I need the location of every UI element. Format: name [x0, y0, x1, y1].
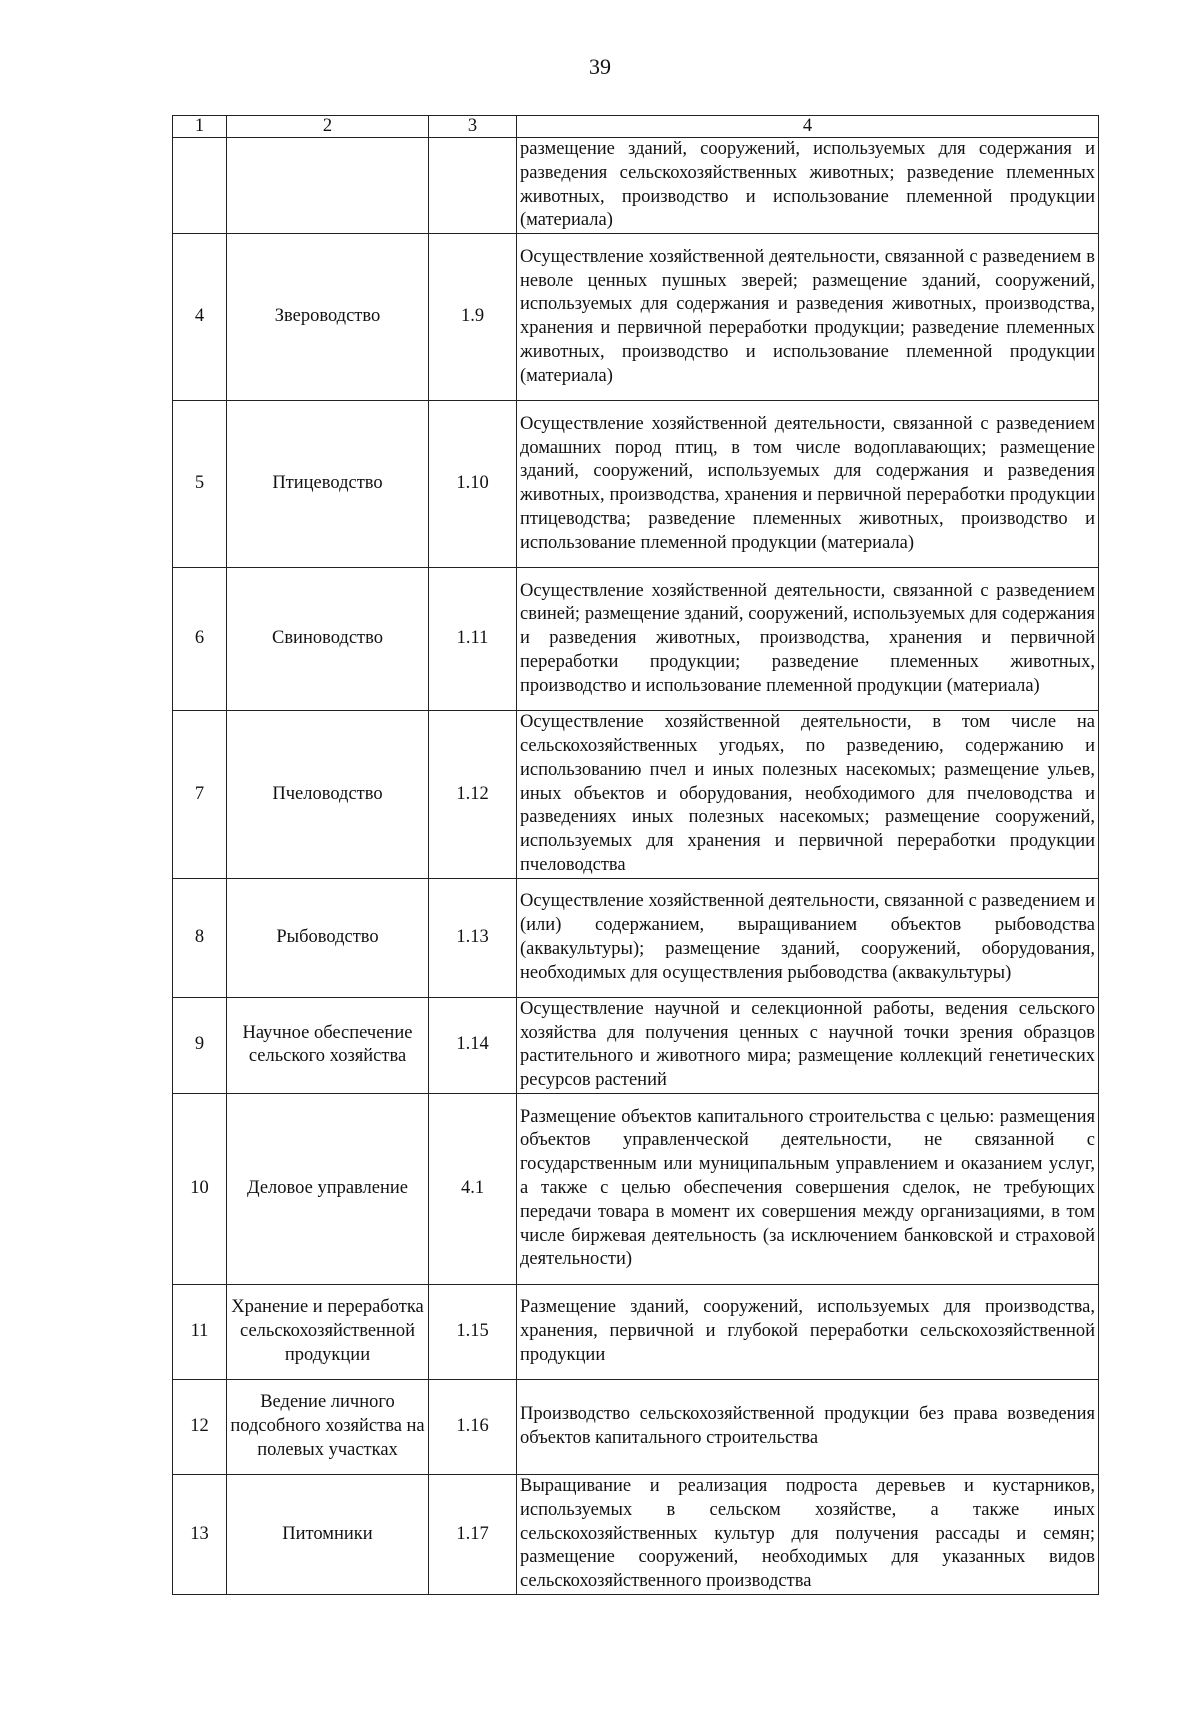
row-name: Звероводство [227, 234, 429, 401]
row-number: 8 [173, 878, 227, 997]
table-row [173, 997, 1099, 1093]
row-code: 1.15 [429, 1284, 517, 1379]
header-cell-2: 2 [227, 116, 429, 138]
row-name: Научное обеспечение сельского хозяйства [227, 997, 429, 1093]
row-description: размещение зданий, сооружений, используемых для содержания и разведения сельскохозяйственных животных; разведение племенных животных, производство и использование племенной продукции (материала) [517, 138, 1099, 234]
row-name [227, 138, 429, 234]
row-number: 10 [173, 1093, 227, 1284]
row-description: Осуществление научной и селекционной работы, ведения сельского хозяйства для получения ценных с научной точки зрения образцов растительного и животного мира; размещение коллекций генетических ресурсов растений [517, 997, 1099, 1093]
row-description: Производство сельскохозяйственной продукции без права возведения объектов капитального строительства [517, 1379, 1099, 1474]
row-code: 1.14 [429, 997, 517, 1093]
row-code: 1.12 [429, 711, 517, 879]
row-number [173, 138, 227, 234]
table-row [173, 878, 1099, 997]
row-description: Размещение зданий, сооружений, используемых для производства, хранения, первичной и глубокой переработки сельскохозяйственной продукции [517, 1284, 1099, 1379]
row-number: 5 [173, 401, 227, 568]
table-row [173, 138, 1099, 234]
row-number: 9 [173, 997, 227, 1093]
table-row [173, 711, 1099, 879]
row-name: Хранение и переработка сельскохозяйственной продукции [227, 1284, 429, 1379]
row-code: 1.10 [429, 401, 517, 568]
table-header-row [173, 116, 1099, 138]
row-name: Пчеловодство [227, 711, 429, 879]
table-row [173, 1379, 1099, 1474]
row-code: 1.11 [429, 568, 517, 711]
row-code: 1.16 [429, 1379, 517, 1474]
header-cell-4: 4 [517, 116, 1099, 138]
row-number: 4 [173, 234, 227, 401]
row-description: Осуществление хозяйственной деятельности, в том числе на сельскохозяйственных угодьях, по разведению, содержанию и использованию пчел и иных полезных насекомых; размещение ульев, иных объектов и оборудования, необходимого для пчеловодства и разведениях иных полезных насекомых; размещение сооружений, используемых для хранения и первичной переработки продукции пчеловодства [517, 711, 1099, 879]
table-row [173, 568, 1099, 711]
row-description: Осуществление хозяйственной деятельности, связанной с разведением домашних пород птиц, в том числе водоплавающих; размещение зданий, сооружений, используемых для содержания и разведения животных, производства, хранения и первичной переработки продукции птицеводства; разведение племенных животных, производство и использование племенной продукции (материала) [517, 401, 1099, 568]
table-row [173, 1474, 1099, 1594]
page-number: 39 [589, 54, 611, 79]
row-name: Питомники [227, 1474, 429, 1594]
row-name: Рыбоводство [227, 878, 429, 997]
row-description: Осуществление хозяйственной деятельности, связанной с разведением в неволе ценных пушных зверей; размещение зданий, сооружений, используемых для содержания и разведения животных, производства, хранения и первичной переработки продукции; разведение племенных животных, производство и использование племенной продукции (материала) [517, 234, 1099, 401]
row-name: Ведение личного подсобного хозяйства на полевых участках [227, 1379, 429, 1474]
table-row [173, 401, 1099, 568]
row-number: 13 [173, 1474, 227, 1594]
header-cell-3: 3 [429, 116, 517, 138]
row-number: 7 [173, 711, 227, 879]
row-number: 12 [173, 1379, 227, 1474]
row-name: Деловое управление [227, 1093, 429, 1284]
row-description: Размещение объектов капитального строительства с целью: размещения объектов управленческой деятельности, не связанной с государственным или муниципальным управлением и оказанием услуг, а также с целью обеспечения совершения сделок, не требующих передачи товара в момент их совершения между организациями, в том числе биржевая деятельность (за исключением банковской и страховой деятельности) [517, 1093, 1099, 1284]
row-name: Свиноводство [227, 568, 429, 711]
row-code: 1.17 [429, 1474, 517, 1594]
row-code: 1.13 [429, 878, 517, 997]
row-description: Выращивание и реализация подроста деревьев и кустарников, используемых в сельском хозяйстве, а также иных сельскохозяйственных культур для получения рассады и семян; размещение сооружений, необходимых для указанных видов сельскохозяйственного производства [517, 1474, 1099, 1594]
row-code: 4.1 [429, 1093, 517, 1284]
table-row [173, 1284, 1099, 1379]
header-cell-1: 1 [173, 116, 227, 138]
row-number: 11 [173, 1284, 227, 1379]
row-code: 1.9 [429, 234, 517, 401]
row-description: Осуществление хозяйственной деятельности, связанной с разведением свиней; размещение зданий, сооружений, используемых для содержания и разведения животных, производства, хранения и первичной переработки продукции; разведение племенных животных, производство и использование племенной продукции (материала) [517, 568, 1099, 711]
row-description: Осуществление хозяйственной деятельности, связанной с разведением и (или) содержанием, выращиванием объектов рыбоводства (аквакультуры); размещение зданий, сооружений, оборудования, необходимых для осуществления рыбоводства (аквакультуры) [517, 878, 1099, 997]
row-code [429, 138, 517, 234]
row-name: Птицеводство [227, 401, 429, 568]
row-number: 6 [173, 568, 227, 711]
table-row [173, 234, 1099, 401]
table-row [173, 1093, 1099, 1284]
land-use-table [172, 115, 1099, 1595]
